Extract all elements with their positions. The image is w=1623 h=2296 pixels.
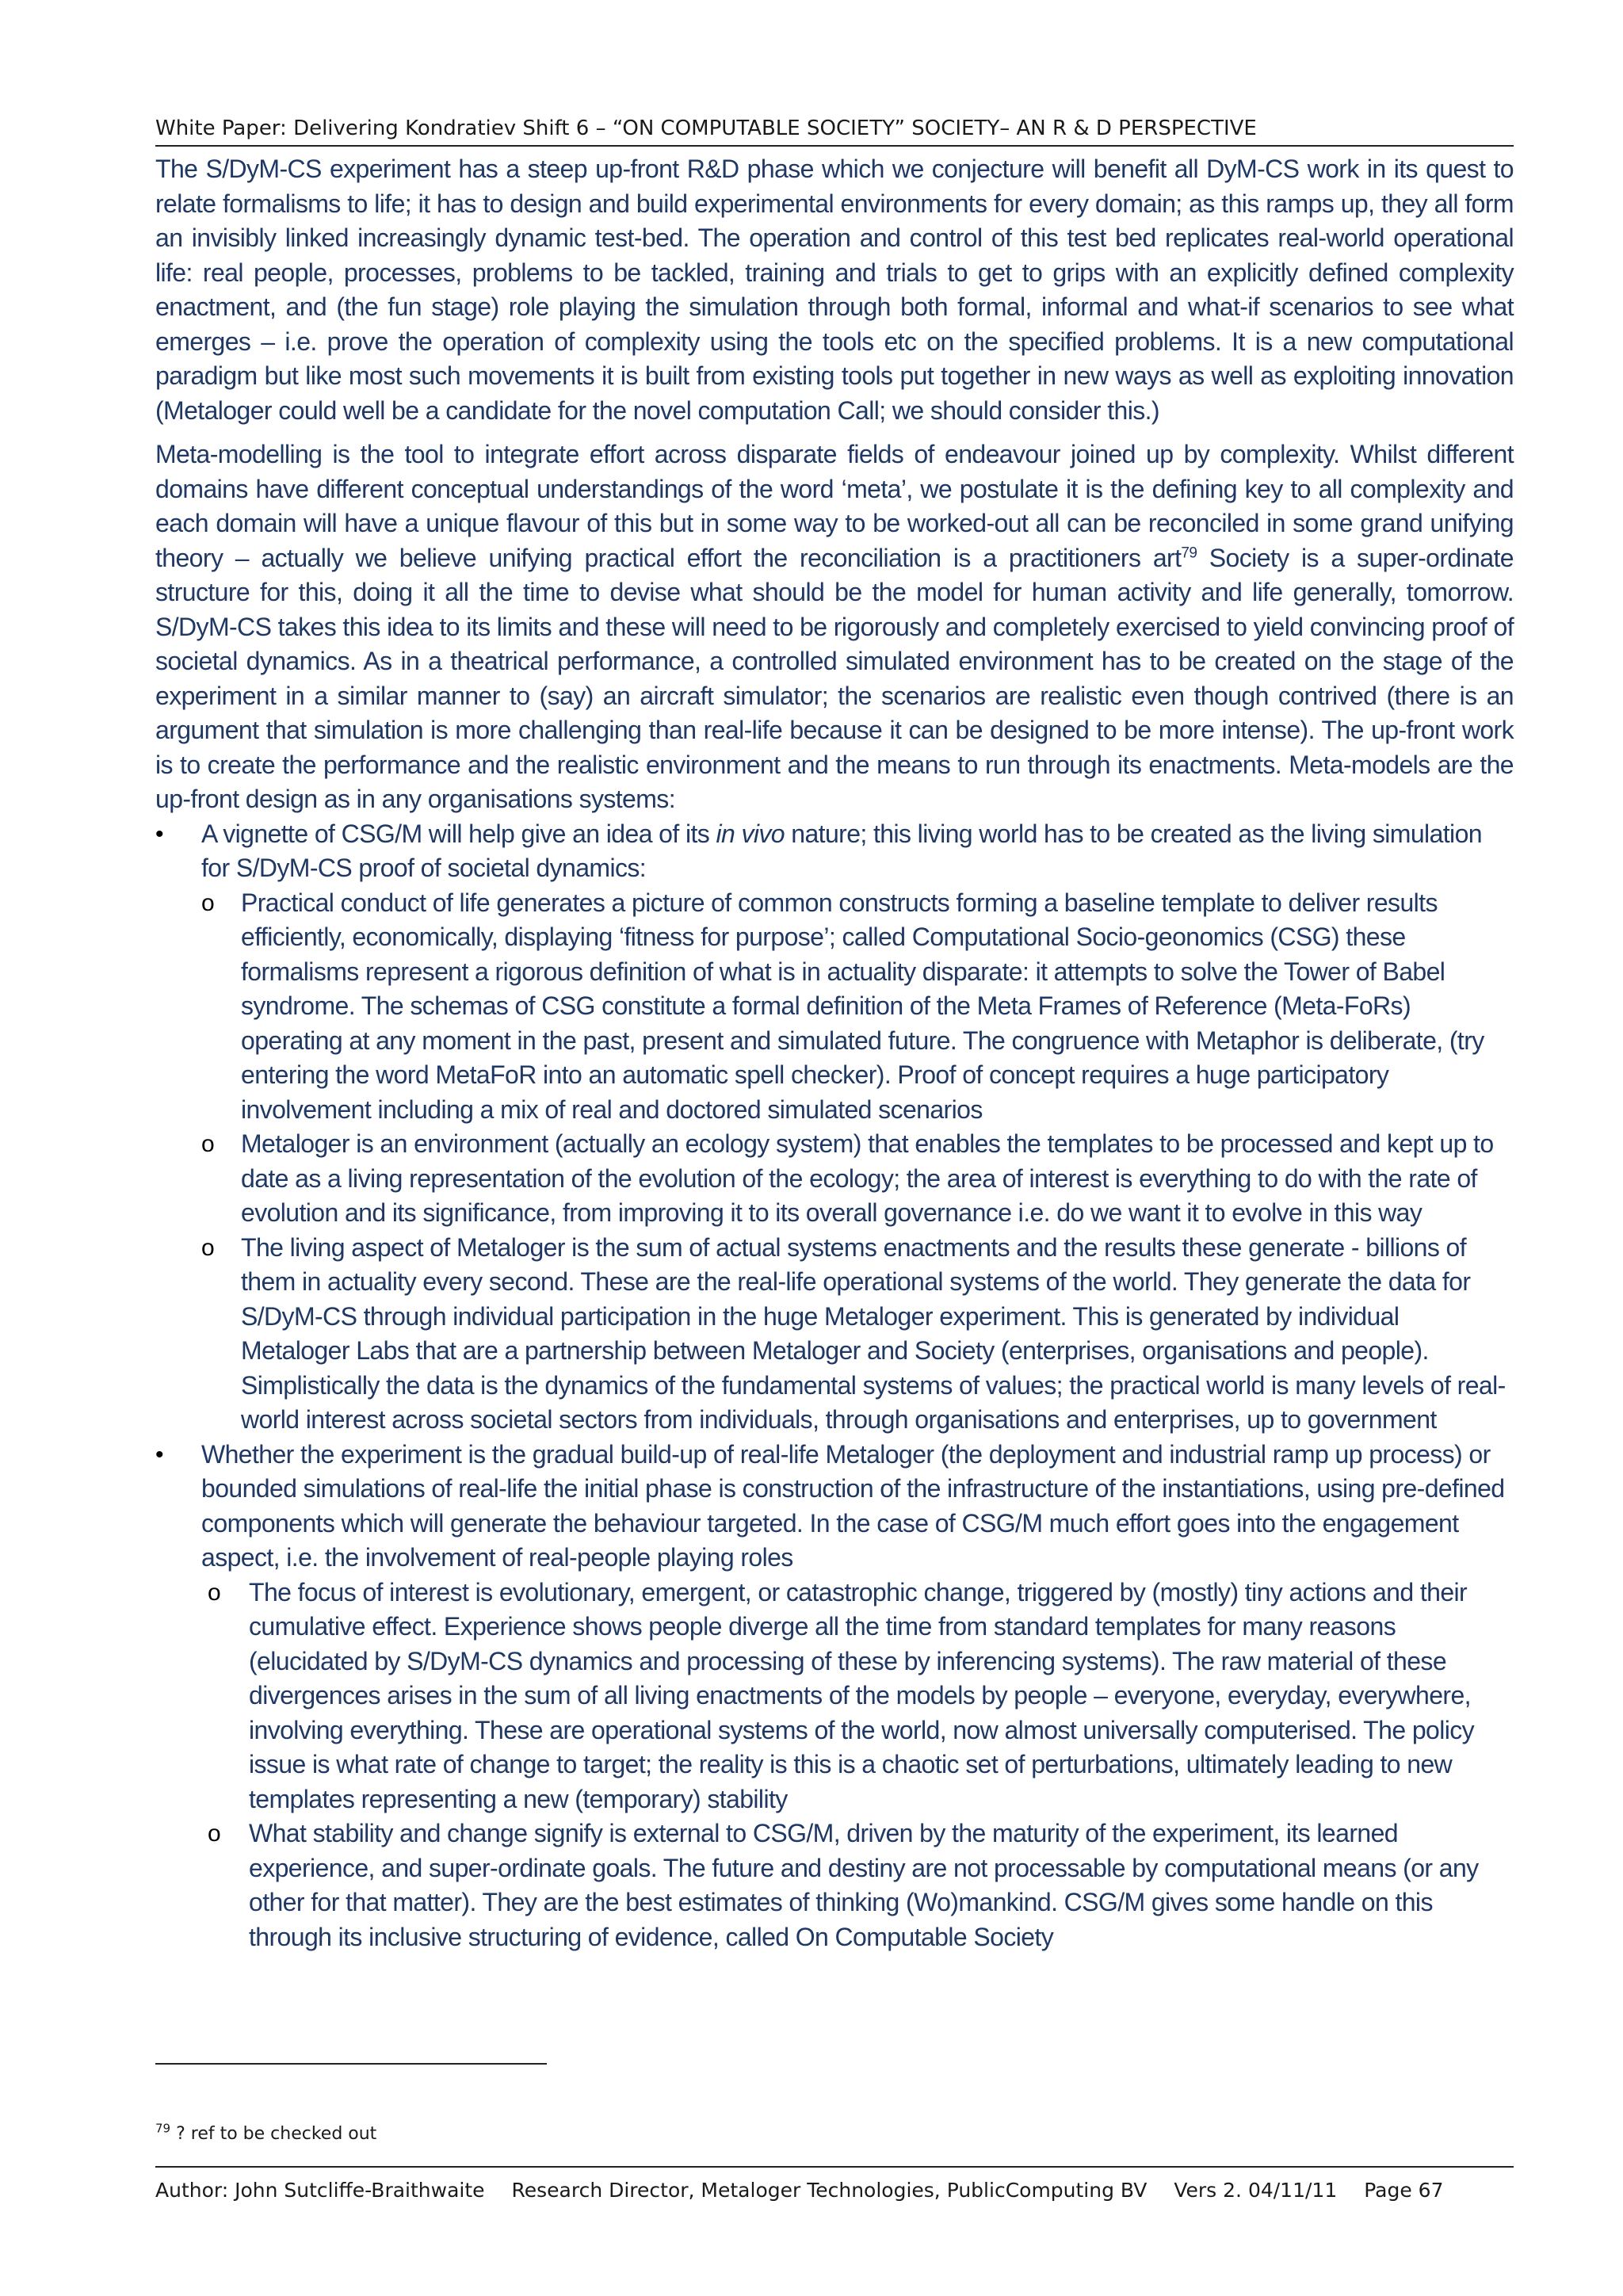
list-item [155, 817, 1514, 1438]
sub-list-item-text: The focus of interest is evolutionary, emergent, or catastrophic change, triggered by (mostly) tiny actions and their cumulative effect. Experience shows people diverge all the time from standard templates for many reasons (elucidated by S/DyM-CS dynamics and processing of these by inferencing systems). The raw material of these divergences arises in the sum of all living enactments of the models by people – everyone, everyday, everywhere, involving everything. These are operational systems of the world, now almost universally computerised. The policy issue is what rate of change to target; the reality is this is a chaotic set of perturbations, ultimately leading to new templates representing a new (temporary) stability [249, 1577, 1475, 1813]
circle-bullet-icon: o [208, 1579, 221, 1606]
sub-list-item [201, 1127, 1514, 1231]
bullet-icon: • [155, 1441, 163, 1468]
circle-bullet-icon: o [201, 1234, 215, 1261]
list-item-text: Whether the experiment is the gradual build-up of real-life Metaloger (the deployment and industrial ramp up process) or bounded simulations of real-life the initial phase is construction of the infrastructure of the instantiations, using pre-defined components which will generate the behaviour targeted. In the case of CSG/M much effort goes into the engagement aspect, i.e. the involvement of real-people playing roles [201, 1439, 1505, 1572]
circle-bullet-icon: o [201, 889, 215, 916]
sub-list-item-text: What stability and change signify is external to CSG/M, driven by the maturity of the experiment, its learned experience, and super-ordinate goals. The future and destiny are not processable by computational means (or any other for that matter). They are the best estimates of thinking (Wo)mankind. CSG/M gives some handle on this through its inclusive structuring of evidence, called On Computable Society [249, 1819, 1479, 1951]
bullet-list [155, 817, 1514, 1955]
footer-page-number: Page 67 [1364, 2179, 1444, 2202]
sub-list-item-text: The living aspect of Metaloger is the sum of actual systems enactments and the results these generate - billions of them in actuality every second. These are the real-life operational systems of the world. They generate the data for S/DyM-CS through individual participation in the huge Metaloger experiment. This is generated by individual Metaloger Labs that are a partnership between Metaloger and Society (enterprises, organisations and people). Simplistically the data is the dynamics of the fundamental systems of values; the practical world is many levels of real-world interest across societal sectors from individuals, through organisations and enterprises, up to government [241, 1232, 1506, 1434]
paragraph-text: Society is a super-ordinate structure for this, doing it all the time to devise what should be the model for human activity and life generally, tomorrow. S/DyM-CS takes this idea to its limits and these will need to be rigorously and completely exercised to yield convincing proof of societal dynamics. As in a theatrical performance, a controlled simulated environment has to be created on the stage of the experiment in a similar manner to (say) an aircraft simulator; the scenarios are realistic even though contrived (there is an argument that simulation is more challenging than real-life because it can be designed to be more intense). The up-front work is to create the performance and the realistic environment and the means to run through its enactments. Meta-models are the up-front design as in any organisations systems: [155, 543, 1514, 813]
sub-list-item [201, 1576, 1514, 1817]
sub-list-item [201, 886, 1514, 1128]
bullet-icon: • [155, 820, 163, 847]
sub-bullet-list [201, 1576, 1514, 1955]
list-item-text: A vignette of CSG/M will help give an idea of its [201, 819, 716, 848]
sub-list-item-text: Metaloger is an environment (actually an ecology system) that enables the templates to be processed and kept up to date as a living representation of the evolution of the ecology; the area of interest is everything to do with the rate of evolution and its significance, from improving it to its overall governance i.e. do we want it to evolve in this way [241, 1129, 1494, 1227]
paragraph-text: Meta-modelling is the tool to integrate effort across disparate fields of endeavour joined up by complexity. Whilst different domains have different conceptual understandings of the word ‘meta’, we postulate it is the defining key to all complexity and each domain will have a unique flavour of this but in some way to be worked-out all can be reconciled in some grand unifying theory – actually we believe unifying practical effort the reconciliation is a practitioners art [155, 440, 1514, 572]
page-header: White Paper: Delivering Kondratiev Shift 6 – “ON COMPUTABLE SOCIETY” SOCIETY– AN R & D PERSPECTIVE [155, 115, 1514, 147]
page-footer [155, 2166, 1514, 2202]
footnote-reference[interactable]: 79 [1181, 544, 1197, 561]
document-body [155, 152, 1514, 1954]
list-item-text: nature; this living world has to be created as the living simulation for S/DyM-CS proof of societal dynamics: [201, 819, 1482, 882]
paragraph [155, 437, 1514, 817]
footer-author: Author: John Sutcliffe-Braithwaite [155, 2179, 485, 2202]
footnote-separator [155, 2063, 547, 2065]
list-item [155, 1438, 1514, 1955]
sub-bullet-list [201, 886, 1514, 1438]
list-item-emphasis: in vivo [716, 819, 785, 848]
footnote [155, 2121, 377, 2144]
footer-version: Vers 2. 04/11/11 [1174, 2179, 1338, 2202]
circle-bullet-icon: o [201, 1131, 215, 1157]
paragraph: The S/DyM-CS experiment has a steep up-front R&D phase which we conjecture will benefit all DyM-CS work in its quest to relate formalisms to life; it has to design and build experimental environments for every domain; as this ramps up, they all form an invisibly linked increasingly dynamic test-bed. The operation and control of this test bed replicates real-world operational life: real people, processes, problems to be tackled, training and trials to get to grips with an explicitly defined complexity enactment, and (the fun stage) role playing the simulation through both formal, informal and what-if scenarios to see what emerges – i.e. prove the operation of complexity using the tools etc on the specified problems. It is a new computational paradigm but like most such movements it is built from existing tools put together in new ways as well as exploiting innovation (Metaloger could well be a candidate for the novel computation Call; we should consider this.) [155, 155, 1514, 425]
footer-role: Research Director, Metaloger Technologies, PublicComputing BV [511, 2179, 1148, 2202]
sub-list-item-text: Practical conduct of life generates a picture of common constructs forming a baseline template to deliver results efficiently, economically, displaying ‘fitness for purpose’; called Computational Socio-geonomics (CSG) these formalisms represent a rigorous definition of what is in actuality disparate: it attempts to solve the Tower of Babel syndrome. The schemas of CSG constitute a formal definition of the Meta Frames of Reference (Meta-FoRs) operating at any moment in the past, present and simulated future. The congruence with Metaphor is deliberate, (try entering the word MetaFoR into an automatic spell checker). Proof of concept requires a huge participatory involvement including a mix of real and doctored simulated scenarios [241, 888, 1484, 1124]
sub-list-item [201, 1817, 1514, 1954]
circle-bullet-icon: o [208, 1820, 221, 1847]
footnote-number: 79 [155, 2121, 171, 2136]
footnote-text: ? ref to be checked out [170, 2124, 377, 2144]
sub-list-item [201, 1231, 1514, 1438]
